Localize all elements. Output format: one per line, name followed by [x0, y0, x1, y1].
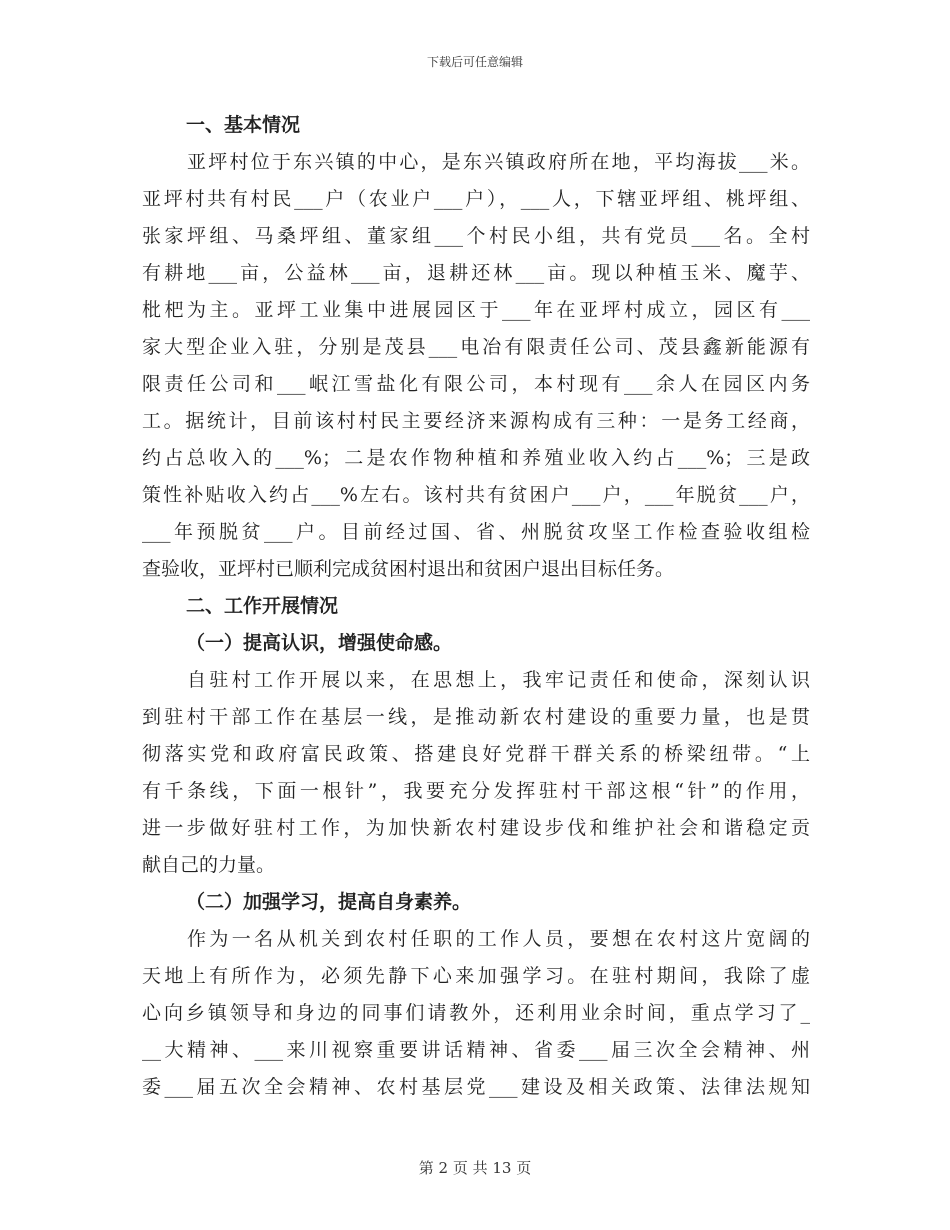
section-1-paragraph [142, 144, 810, 588]
paragraph-line: 到驻村干部工作在基层一线，是推动新农村建设的重要力量，也是贯 [142, 706, 810, 728]
paragraph-line: ___年预脱贫___户。目前经过国、省、州脱贫攻坚工作检查验收组检 [142, 521, 810, 543]
paragraph-line: 约占总收入的___%；二是农作物种植和养殖业收入约占___%；三是政 [142, 447, 810, 469]
paragraph-line: 张家坪组、马桑坪组、董家组___个村民小组，共有党员___名。全村 [142, 225, 810, 247]
subsection-2-paragraph [142, 921, 810, 1106]
paragraph-line: 作为一名从机关到农村任职的工作人员，要想在农村这片宽阔的 [187, 928, 810, 950]
page-header-note: 下载后可任意编辑 [426, 55, 523, 69]
paragraph-line: __大精神、___来川视察重要讲话精神、省委___届三次全会精神、州 [142, 1039, 810, 1061]
paragraph-line: 亚坪村位于东兴镇的中心，是东兴镇政府所在地，平均海拔___米。 [187, 151, 810, 173]
paragraph-line: 工。据统计，目前该村村民主要经济来源构成有三种：一是务工经商， [142, 410, 810, 432]
paragraph-line: 限责任公司和___岷江雪盐化有限公司，本村现有___余人在园区内务 [142, 373, 810, 395]
subsection-1-paragraph [142, 662, 810, 884]
paragraph-line: 亚坪村共有村民___户（农业户___户），___人，下辖亚坪组、桃坪组、 [142, 188, 810, 210]
paragraph-line: 彻落实党和政府富民政策、搭建良好党群干群关系的桥梁纽带。“上 [142, 743, 810, 765]
paragraph-line: 策性补贴收入约占___%左右。该村共有贫困户___户，___年脱贫___户， [142, 484, 810, 506]
paragraph-line: 枇杷为主。亚坪工业集中进展园区于___年在亚坪村成立，园区有___ [142, 299, 810, 321]
page-number-footer: 第 2 页 共 13 页 [418, 1159, 532, 1177]
paragraph-line: 有耕地___亩，公益林___亩，退耕还林___亩。现以种植玉米、魔芋、 [142, 262, 810, 284]
paragraph-line: 心向乡镇领导和身边的同事们请教外，还利用业余时间，重点学习了_ [142, 1002, 810, 1024]
paragraph-line: 有千条线，下面一根针”，我要充分发挥驻村干部这根“针”的作用， [142, 780, 810, 802]
paragraph-line: 献自己的力量。 [142, 854, 276, 876]
document-body [142, 107, 810, 1106]
subsection-2-title: （二）加强学习，提高自身素养。 [186, 891, 472, 913]
paragraph-line: 家大型企业入驻，分别是茂县___电冶有限责任公司、茂县鑫新能源有 [142, 336, 810, 358]
paragraph-line: 查验收，亚坪村已顺利完成贫困村退出和贫困户退出目标任务。 [142, 558, 675, 580]
subsection-1-title: （一）提高认识，增强使命感。 [186, 632, 453, 654]
section-2-title: 二、工作开展情况 [186, 595, 339, 617]
section-1-title: 一、基本情况 [186, 114, 301, 136]
paragraph-line: 自驻村工作开展以来，在思想上，我牢记责任和使命，深刻认识 [187, 669, 810, 691]
paragraph-line: 天地上有所作为，必须先静下心来加强学习。在驻村期间，我除了虚 [142, 965, 810, 987]
paragraph-line: 委___届五次全会精神、农村基层党___建设及相关政策、法律法规知 [142, 1076, 810, 1098]
paragraph-line: 进一步做好驻村工作，为加快新农村建设步伐和维护社会和谐稳定贡 [142, 817, 810, 839]
